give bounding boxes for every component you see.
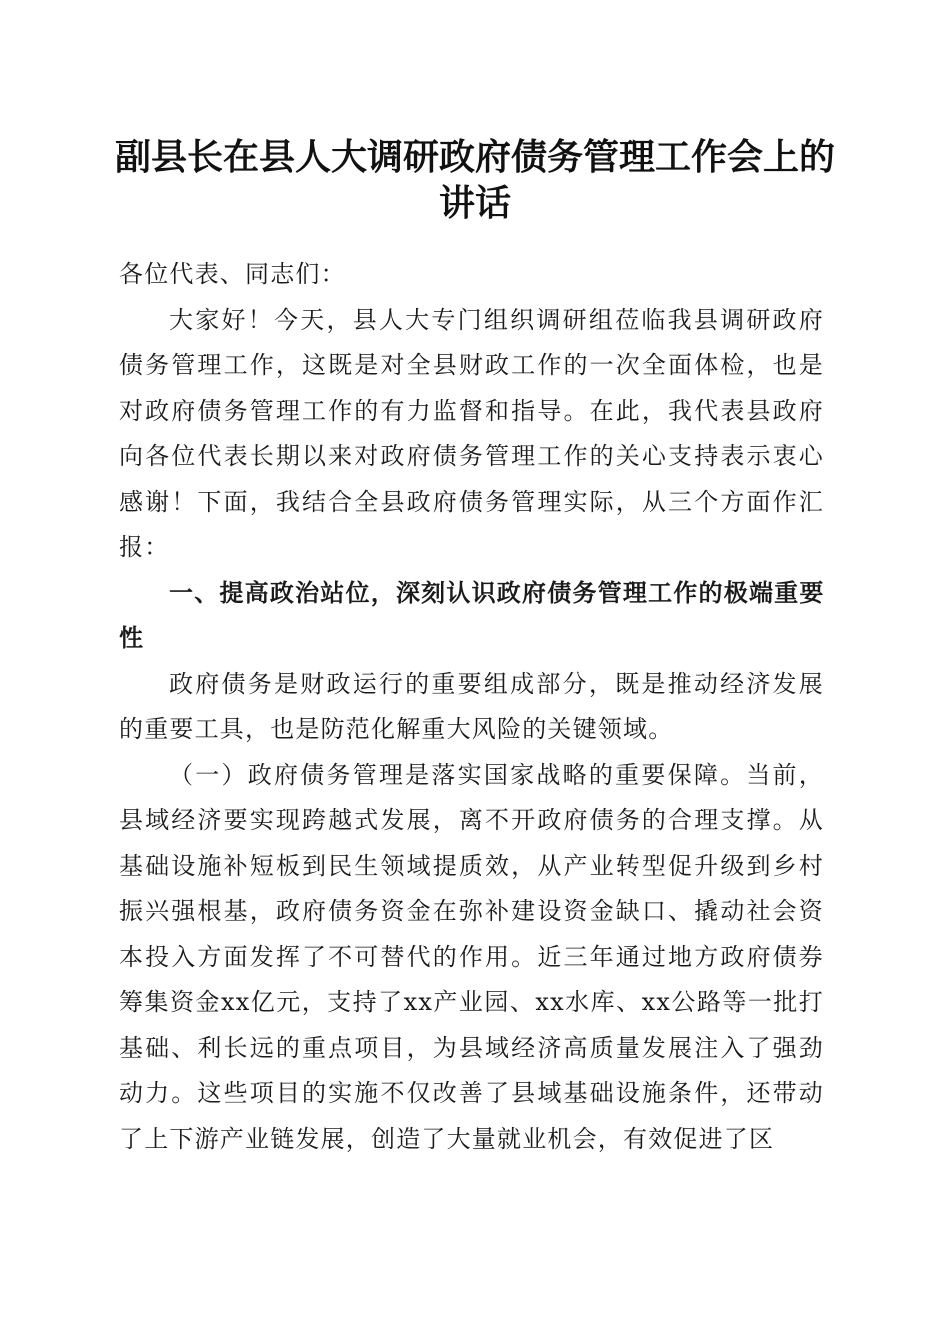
subsection-1-paragraph: （一）政府债务管理是落实国家战略的重要保障。当前，县域经济要实现跨越式发展，离不开政府债务的合理支撑。从基础设施补短板到民生领域提质效，从产业转型促升级到乡村振兴强根基，政府债务资金在弥补建设资金缺口、撬动社会资本投入方面发挥了不可替代的作用。近三年通过地方政府债券筹集资金xx亿元，支持了xx产业园、xx水库、xx公路等一批打基础、利长远的重点项目，为县域经济高质量发展注入了强劲动力。这些项目的实施不仅改善了县域基础设施条件，还带动了上下游产业链发展，创造了大量就业机会，有效促进了区 <box>119 760 824 1153</box>
document-title: 副县长在县人大调研政府债务管理工作会上的讲话 <box>114 136 835 224</box>
document-body <box>119 252 824 1162</box>
section-heading-1: 一、提高政治站位，深刻认识政府债务管理工作的极端重要性 <box>119 578 824 652</box>
intro-paragraph: 大家好！今天，县人大专门组织调研组莅临我县调研政府债务管理工作，这既是对全县财政工作的一次全面体检，也是对政府债务管理工作的有力监督和指导。在此，我代表县政府向各位代表长期以来对政府债务管理工作的关心支持表示衷心感谢！下面，我结合全县政府债务管理实际，从三个方面作汇报： <box>119 305 824 561</box>
salutation: 各位代表、同志们： <box>119 260 346 288</box>
section-1-paragraph: 政府债务是财政运行的重要组成部分，既是推动经济发展的重要工具，也是防范化解重大风险的关键领域。 <box>119 669 824 743</box>
